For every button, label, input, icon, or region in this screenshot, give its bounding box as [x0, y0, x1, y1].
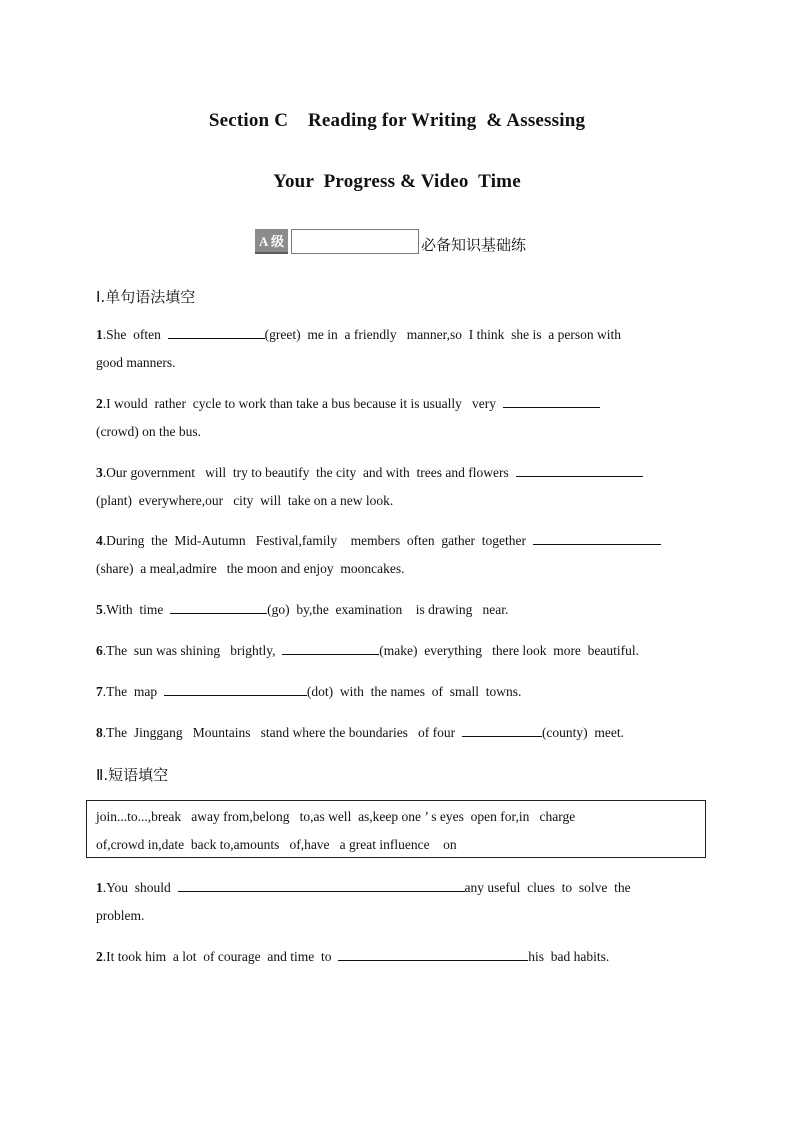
question-text: .The Jinggang Mountains stand where the boundaries of four: [102, 725, 462, 740]
question-text: (crowd) on the bus.: [96, 424, 201, 439]
page-title: Section C Reading for Writing & Assessing: [208, 110, 586, 131]
word-bank-line: of,crowd in,date back to,amounts of,have a great influence on: [96, 837, 457, 852]
question-text: .The sun was shining brightly,: [102, 643, 283, 658]
question-number: 1: [96, 327, 103, 342]
question-number: 6: [96, 643, 103, 658]
question-number: 2: [96, 949, 103, 964]
section-heading-grammar: Ⅰ.单句语法填空: [96, 288, 196, 306]
question-number: 1: [96, 880, 103, 895]
page-subtitle: Your Progress & Video Time: [273, 171, 521, 192]
question-number: 7: [96, 684, 103, 699]
word-bank-line: join...to...,break away from,belong to,as well as,keep one ’ s eyes open for,in charge: [96, 809, 576, 824]
answer-blank[interactable]: [533, 530, 661, 545]
level-blank-box: [291, 229, 419, 254]
question-text: (greet) me in a friendly manner,so I think she is a person with: [264, 327, 621, 342]
answer-blank[interactable]: [170, 599, 267, 614]
question-text: .Our government will try to beautify the city and with trees and flowers: [102, 465, 516, 480]
question-number: 3: [96, 465, 103, 480]
question-text: (county) meet.: [541, 725, 625, 740]
question-text: .During the Mid-Autumn Festival,family members often gather together: [102, 533, 533, 548]
answer-blank[interactable]: [164, 681, 307, 696]
question-text: .The map: [102, 684, 164, 699]
question-text: (share) a meal,admire the moon and enjoy mooncakes.: [96, 561, 405, 576]
answer-blank[interactable]: [503, 393, 600, 408]
level-text: 必备知识基础练: [421, 236, 527, 254]
answer-blank[interactable]: [168, 324, 265, 339]
question-text: (dot) with the names of small towns.: [306, 684, 522, 699]
question-item: [96, 527, 706, 583]
question-item: [96, 943, 706, 971]
question-text: .You should: [102, 880, 178, 895]
question-item: [96, 321, 706, 377]
question-text: .With time: [102, 602, 171, 617]
question-text: .She often: [102, 327, 168, 342]
question-item: [96, 390, 706, 446]
question-item: [96, 596, 706, 624]
question-item: [96, 678, 706, 706]
question-text: (go) by,the examination is drawing near.: [267, 602, 509, 617]
question-text: good manners.: [96, 355, 176, 370]
question-number: 5: [96, 602, 103, 617]
question-item: [96, 719, 706, 747]
question-text: .I would rather cycle to work than take a bus because it is usually very: [102, 396, 503, 411]
section-heading-phrases: Ⅱ.短语填空: [96, 766, 169, 784]
question-text: (plant) everywhere,our city will take on a new look.: [96, 493, 394, 508]
question-number: 8: [96, 725, 103, 740]
question-item: [96, 637, 706, 665]
level-badge: A 级: [255, 229, 288, 254]
answer-blank[interactable]: [178, 877, 465, 892]
answer-blank[interactable]: [338, 946, 528, 961]
question-item: [96, 459, 706, 515]
question-text: his bad habits.: [528, 949, 610, 964]
question-number: 4: [96, 533, 103, 548]
question-number: 2: [96, 396, 103, 411]
question-text: problem.: [96, 908, 145, 923]
question-text: (make) everything there look more beautiful.: [379, 643, 640, 658]
question-item: [96, 874, 706, 930]
question-text: .It took him a lot of courage and time to: [102, 949, 339, 964]
question-text: any useful clues to solve the: [464, 880, 631, 895]
answer-blank[interactable]: [516, 462, 643, 477]
word-bank-box: [86, 800, 706, 858]
level-header: [255, 227, 526, 254]
answer-blank[interactable]: [282, 640, 379, 655]
answer-blank[interactable]: [462, 722, 542, 737]
